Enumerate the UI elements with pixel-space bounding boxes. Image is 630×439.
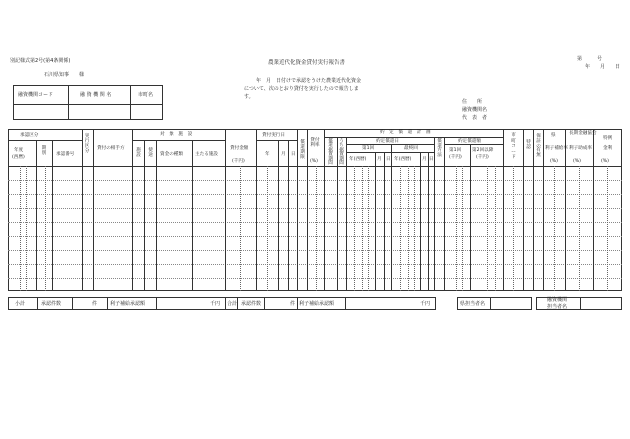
col-repay-method: 償還方法 bbox=[437, 139, 442, 158]
col-facility-type: 施設 bbox=[136, 148, 141, 158]
institution-staff-label-1: 融資機関 bbox=[547, 297, 568, 303]
col-loan-amount-unit: (千円) bbox=[232, 159, 245, 164]
col-ex-month: 月 bbox=[281, 152, 286, 157]
total-count-unit: 件 bbox=[290, 301, 296, 307]
col-repay-period: 償還期限 bbox=[300, 140, 305, 160]
col-approval-year-sub: (西暦) bbox=[12, 155, 25, 160]
number-label: 第 号 bbox=[577, 56, 603, 62]
col-special: 特認 bbox=[526, 140, 531, 150]
col-ex-year: 年 bbox=[265, 152, 270, 157]
subtotal-label: 小計 bbox=[15, 301, 26, 307]
intro-line-2: について、次のとおり貸付を実行したので報告しま bbox=[244, 86, 359, 92]
col-last-month: 月 bbox=[422, 157, 427, 162]
col-ex-day: 日 bbox=[291, 152, 296, 157]
intro-line-1: 年 月 日付けで承認をうけた農業近代化資金 bbox=[256, 78, 362, 84]
col-special-example: 特例 bbox=[603, 136, 613, 141]
col-long-term-unit: (%) bbox=[573, 159, 581, 164]
col-grace-period: 償還据置期間 bbox=[328, 139, 333, 167]
prefecture-staff-label: 県担当者名 bbox=[460, 301, 486, 307]
col-facility-group: 対 象 施 設 bbox=[160, 132, 193, 137]
representative-label: 代 表 者 bbox=[462, 115, 488, 121]
address-label: 住 所 bbox=[462, 99, 483, 105]
col-main-facility: 主たる施設 bbox=[195, 152, 218, 157]
col-loan-rate-unit: (%) bbox=[310, 159, 318, 164]
col-first-month: 月 bbox=[377, 157, 382, 162]
addressee: 石川県知事 様 bbox=[44, 72, 85, 78]
col-special-unit: (%) bbox=[601, 159, 609, 164]
col-approval-period: 期別 bbox=[41, 146, 47, 156]
col-long-term-group: 長期金融協会 bbox=[569, 131, 597, 136]
col-interest-rate-unit: (%) bbox=[550, 159, 558, 164]
col-second-amount: 第2回以降 bbox=[472, 148, 494, 153]
col-execution-class: 実行区分 bbox=[84, 134, 90, 154]
col-last-time: 最終回 bbox=[404, 146, 418, 151]
institution-box bbox=[13, 85, 163, 120]
col-fund-kind: 資金の種類 bbox=[160, 152, 183, 157]
col-special-rate: 金利 bbox=[603, 146, 613, 151]
intro-line-3: す。 bbox=[244, 94, 254, 100]
col-loan-rate: 貸付利率 bbox=[310, 138, 320, 148]
page-title: 農業近代化資金貸付実行報告書 bbox=[268, 60, 346, 66]
institution-name-col-label: 融 資 機 関 名 bbox=[80, 92, 112, 98]
col-first-amount-unit: (千円) bbox=[449, 155, 462, 160]
report-table bbox=[8, 129, 622, 291]
col-guarantee: 保証の有無 bbox=[536, 134, 541, 159]
col-execution-date: 貸付実行日 bbox=[262, 133, 285, 138]
col-city-code: 市町コード bbox=[511, 133, 516, 161]
col-approval-group: 承認区分 bbox=[20, 133, 39, 138]
col-approval-year: 年度 bbox=[14, 148, 24, 153]
subtotal-yen-unit: 千円 bbox=[210, 301, 221, 307]
date-label: 年 月 日 bbox=[585, 64, 621, 70]
col-first-time: 第1回 bbox=[362, 146, 375, 151]
subtotal-count-label: 承認件数 bbox=[41, 301, 62, 307]
col-first-year: 年(西暦) bbox=[349, 157, 367, 162]
institution-code-label: 融資機関コード bbox=[18, 92, 54, 98]
col-long-term-rate: 利子助成率 bbox=[569, 146, 592, 151]
col-interest-rate: 利子補給率 bbox=[545, 146, 568, 151]
total-count-label: 承認件数 bbox=[241, 301, 262, 307]
col-first-day: 日 bbox=[386, 157, 391, 162]
institution-name-label: 融資機関名 bbox=[462, 107, 488, 113]
col-amount-group: 約定償還額 bbox=[458, 139, 481, 144]
col-borrower: 貸付の相手方 bbox=[97, 146, 125, 151]
col-installment-group: 約定償還日 bbox=[376, 139, 399, 144]
total-yen-unit: 千円 bbox=[420, 301, 431, 307]
col-approval-number: 承認番号 bbox=[56, 152, 75, 157]
form-number: 別記様式第2号(第4条関係) bbox=[10, 58, 71, 64]
col-last-day: 日 bbox=[429, 157, 434, 162]
total-interest-label: 利子補給承認額 bbox=[299, 301, 335, 307]
col-facility-use: 使途 bbox=[148, 148, 153, 158]
city-name-label: 市町名 bbox=[138, 92, 154, 98]
col-contract-group: 約 定 償 還 計 画 bbox=[380, 130, 431, 135]
col-loan-amount: 貸付金額 bbox=[230, 146, 249, 151]
subtotal-interest-label: 利子補給承認額 bbox=[110, 301, 146, 307]
col-last-year: 年(西暦) bbox=[394, 157, 412, 162]
col-second-amount-unit: (千円) bbox=[476, 155, 489, 160]
institution-staff-label-2: 担当者名 bbox=[547, 304, 568, 310]
subtotal-count-unit: 件 bbox=[92, 301, 98, 307]
total-label: 合計 bbox=[227, 301, 238, 307]
col-prefecture: 県 bbox=[551, 133, 556, 138]
col-uchi: うち据置期間 bbox=[339, 139, 344, 167]
col-first-amount: 第1回 bbox=[449, 148, 462, 153]
